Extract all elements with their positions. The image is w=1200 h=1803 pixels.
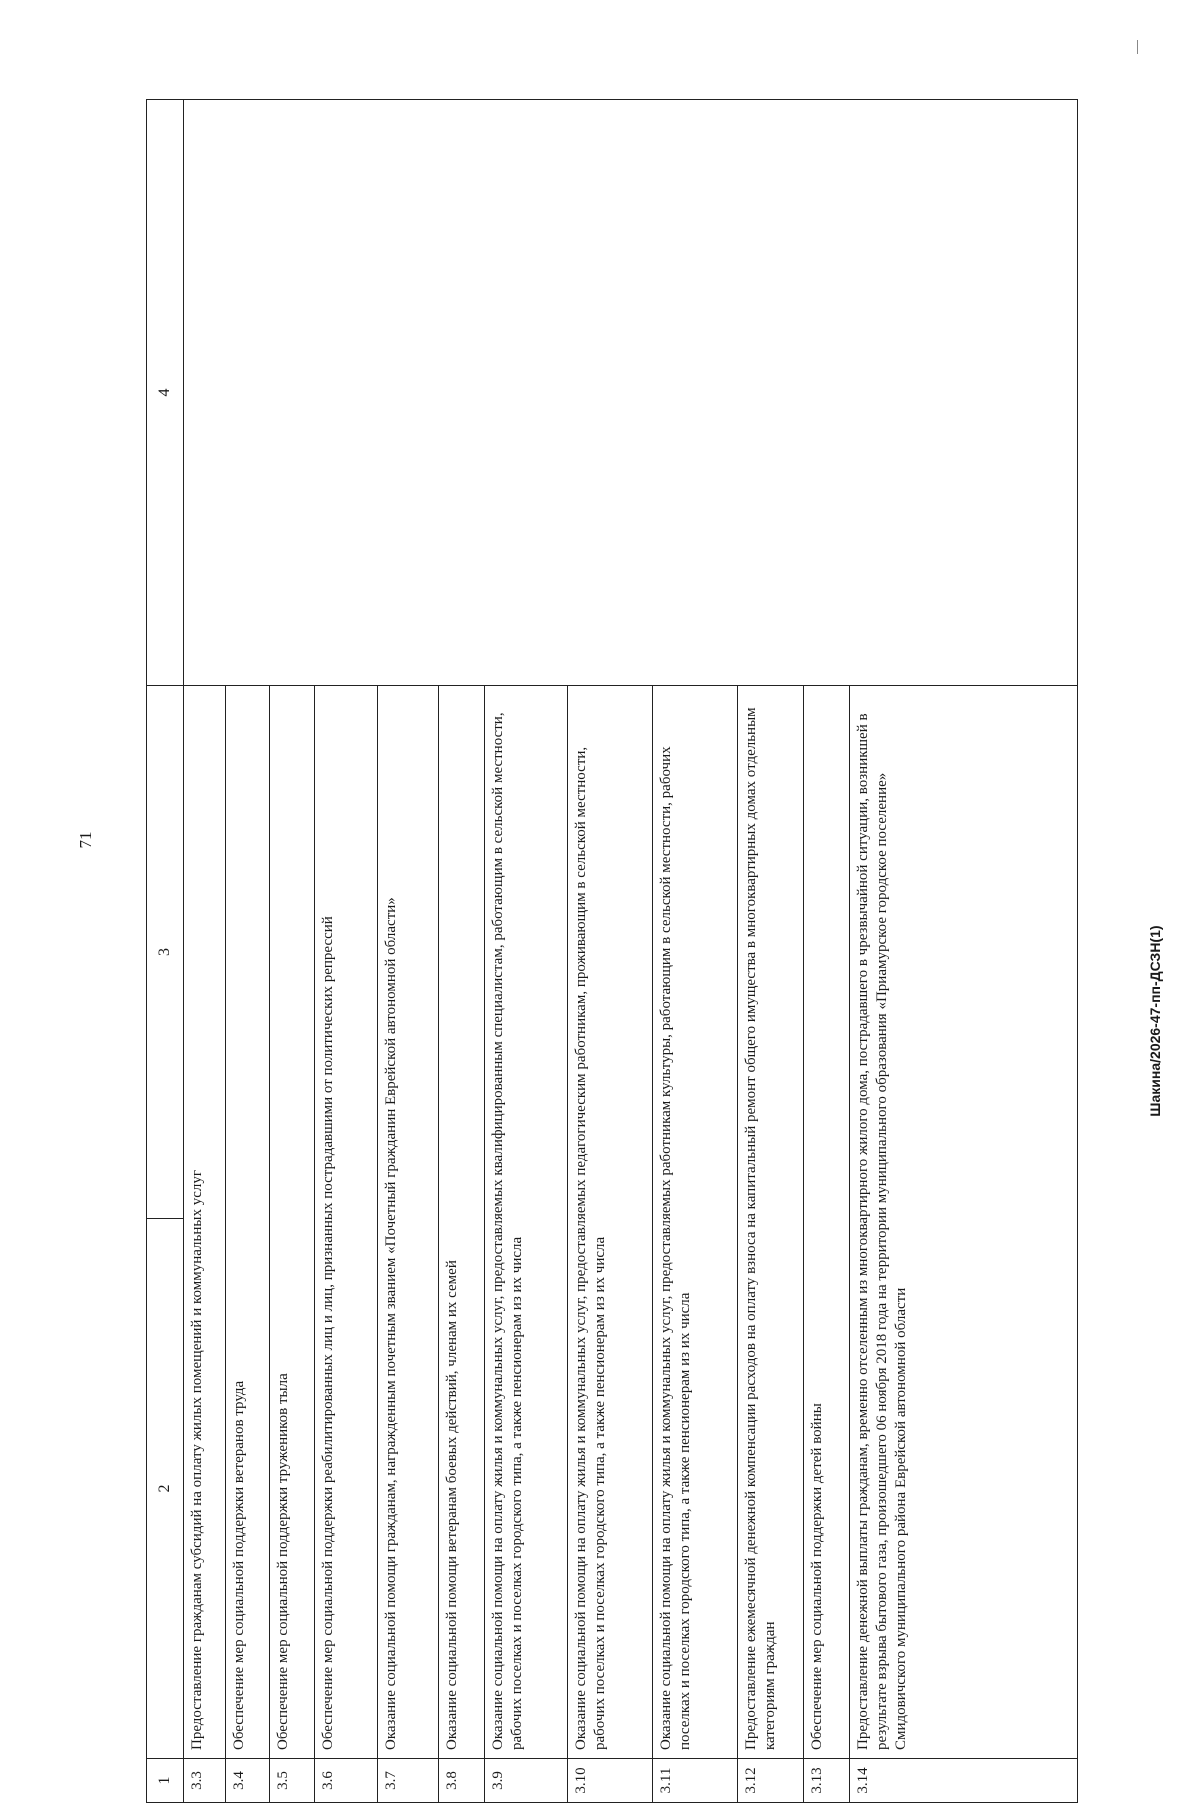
edge-mark [1137, 40, 1138, 54]
header-col-3: 3 [147, 686, 184, 1219]
header-col-2: 2 [147, 1219, 184, 1759]
row-text: Оказание социальной помощи на оплату жилья и коммунальных услуг, предоставляемых работникам культуры, работающим в сельской местности, рабочих поселках и поселках городского типа, а также пенсионерам из их числа [653, 686, 738, 1759]
row-number: 3.4 [226, 1759, 270, 1803]
row-text: Обеспечение мер социальной поддержки детей войны [804, 686, 850, 1759]
row-text: Оказание социальной помощи ветеранам боевых действий, членам их семей [439, 686, 485, 1759]
header-col-1: 1 [147, 1759, 184, 1803]
row-number: 3.9 [485, 1759, 568, 1803]
header-col-4: 4 [147, 100, 184, 686]
row-number: 3.10 [568, 1759, 653, 1803]
col-4-cell [184, 100, 1078, 686]
row-text: Обеспечение мер социальной поддержки реабилитированных лиц и лиц, признанных пострадавшими от политических репрессий [315, 686, 378, 1759]
table-header-row [147, 100, 184, 1803]
row-text: Оказание социальной помощи гражданам, награжденным почетным званием «Почетный гражданин Еврейской автономной области» [378, 686, 439, 1759]
row-text: Предоставление денежной выплаты гражданам, временно отселенным из многоквартирного жилого дома, пострадавшего в чрезвычайной ситуации, возникшей в результате взрыва бытового газа, произошедшего 06 ноября 2018 года на территории муниципального образования «Приамурское городское поселение» Смидовичского муниципального района Еврейской автономной области [850, 686, 1078, 1759]
row-number: 3.5 [270, 1759, 315, 1803]
row-text: Обеспечение мер социальной поддержки тружеников тыла [270, 686, 315, 1759]
row-number: 3.7 [378, 1759, 439, 1803]
row-number: 3.13 [804, 1759, 850, 1803]
row-text: Обеспечение мер социальной поддержки ветеранов труда [226, 686, 270, 1759]
row-text: Оказание социальной помощи на оплату жилья и коммунальных услуг, предоставляемых квалифицированным специалистам, работающим в сельской местности, рабочих поселках и поселках городского типа, а также пенсионерам из их числа [485, 686, 568, 1759]
row-number: 3.12 [738, 1759, 804, 1803]
document-code: Шакина/2026-47-пп-ДСЗН(1) [1147, 925, 1163, 1117]
row-text: Предоставление ежемесячной денежной компенсации расходов на оплату взноса на капитальный ремонт общего имущества в многоквартирных домах отдельным категориям граждан [738, 686, 804, 1759]
page-number: 71 [76, 831, 95, 849]
row-text: Оказание социальной помощи на оплату жилья и коммунальных услуг, предоставляемых педагогическим работникам, проживающим в сельской местности, рабочих поселках и поселках городского типа, а также пенсионерам из их числа [568, 686, 653, 1759]
row-text: Предоставление гражданам субсидий на оплату жилых помещений и коммунальных услуг [184, 686, 226, 1759]
row-number: 3.14 [850, 1759, 1078, 1803]
table-rotated-container [146, 100, 1078, 1803]
row-number: 3.8 [439, 1759, 485, 1803]
data-table [146, 99, 1078, 1803]
row-number: 3.6 [315, 1759, 378, 1803]
row-number: 3.11 [653, 1759, 738, 1803]
row-number: 3.3 [184, 1759, 226, 1803]
table-row [184, 100, 226, 1803]
